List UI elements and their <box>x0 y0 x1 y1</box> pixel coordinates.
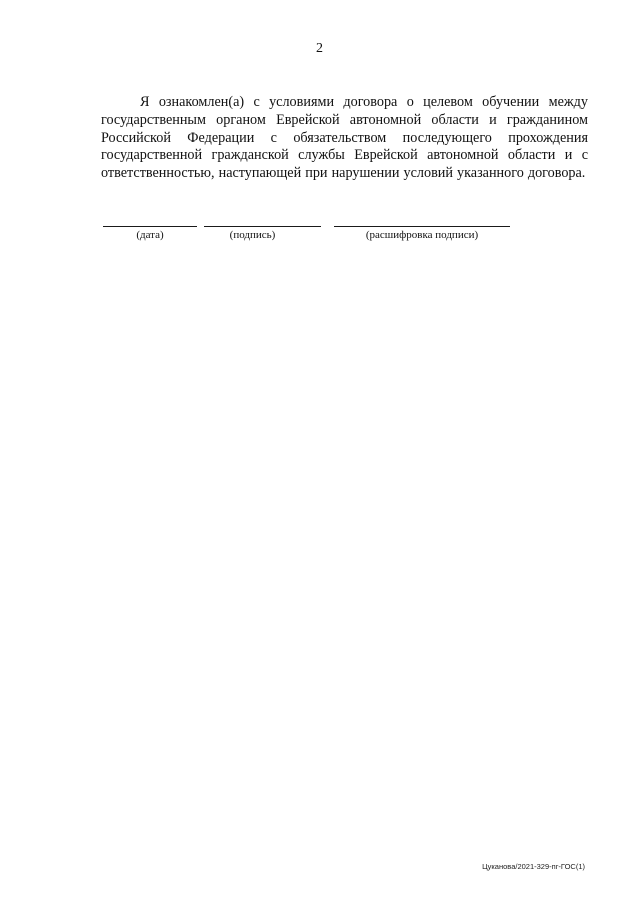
signature-decoding-line <box>334 226 510 227</box>
document-code: Цуканова/2021-329-пг-ГОС(1) <box>482 862 585 871</box>
signature-decoding-caption: (расшифровка подписи) <box>365 229 479 241</box>
acknowledgement-paragraph: Я ознакомлен(а) с условиями договора о целевом обучении между государственным органом Еврейской автономной области и гражданином Российской Федерации с обязательством последующего прохождения государственной гражданской службы Еврейской автономной области и с ответственностью, наступающей при нарушении условий указанного договора. <box>101 94 588 182</box>
date-caption: (дата) <box>136 229 164 241</box>
signature-caption: (подпись) <box>229 229 276 241</box>
signature-line <box>204 226 321 227</box>
date-line <box>103 226 197 227</box>
page-number: 2 <box>316 41 323 56</box>
